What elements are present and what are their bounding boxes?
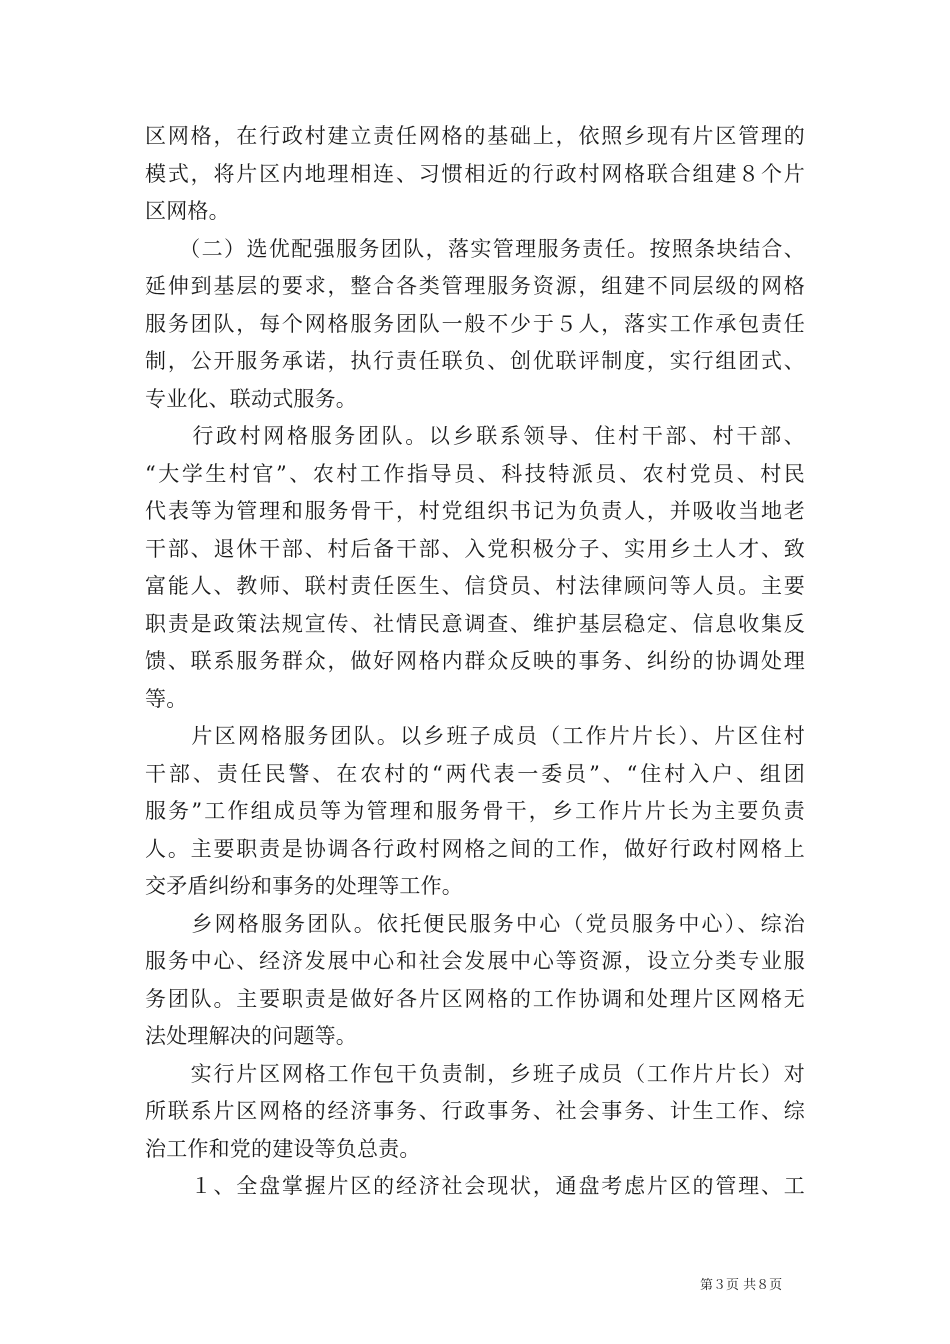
text-line: 服务”工作组成员等为管理和服务骨干，乡工作片片长为主要负责 [145, 799, 805, 823]
text-line: 代表等为管理和服务骨干，村党组织书记为负责人，并吸收当地老 [145, 499, 805, 523]
text-line: 人。主要职责是协调各行政村网格之间的工作，做好行政村网格上 [145, 836, 805, 861]
text-line: 干部、退休干部、村后备干部、入党积极分子、实用乡土人才、致 [145, 536, 805, 561]
text-line: 等。 [145, 686, 188, 711]
text-line: 行政村网格服务团队。以乡联系领导、住村干部、村干部、 [145, 424, 805, 448]
text-line: 片区网格服务团队。以乡班子成员（工作片片长）、片区住村 [145, 724, 805, 748]
text-line: 模式，将片区内地理相连、习惯相近的行政村网格联合组建８个片 [145, 161, 805, 186]
text-line: 干部、责任民警、在农村的“两代表一委员”、“住村入户、组团 [145, 761, 805, 786]
text-line: 延伸到基层的要求，整合各类管理服务资源，组建不同层级的网格 [145, 274, 805, 298]
text-line: 职责是政策法规宣传、社情民意调查、维护基层稳定、信息收集反 [145, 611, 805, 636]
text-line: 交矛盾纠纷和事务的处理等工作。 [145, 874, 463, 898]
text-line: 实行片区网格工作包干负责制，乡班子成员（工作片片长）对 [145, 1061, 805, 1086]
text-line: １、全盘掌握片区的经济社会现状，通盘考虑片区的管理、工 [145, 1174, 805, 1198]
text-line: 务团队。主要职责是做好各片区网格的工作协调和处理片区网格无 [145, 986, 805, 1011]
text-line: 治工作和党的建设等负总责。 [145, 1136, 421, 1161]
text-line: 制，公开服务承诺，执行责任联负、创优联评制度，实行组团式、 [145, 349, 805, 373]
body-text [145, 118, 805, 1206]
text-line: 所联系片区网格的经济事务、行政事务、社会事务、计生工作、综 [145, 1099, 805, 1123]
text-line: 区网格，在行政村建立责任网格的基础上，依照乡现有片区管理的 [145, 124, 805, 148]
text-line: 服务中心、经济发展中心和社会发展中心等资源，设立分类专业服 [145, 949, 805, 973]
text-line: （二）选优配强服务团队，落实管理服务责任。按照条块结合、 [145, 236, 805, 261]
text-line: 服务团队，每个网格服务团队一般不少于５人，落实工作承包责任 [145, 311, 805, 336]
text-line: 专业化、联动式服务。 [145, 386, 357, 411]
text-line: 区网格。 [145, 199, 230, 223]
text-line: 馈、联系服务群众，做好网格内群众反映的事务、纠纷的协调处理 [145, 649, 805, 673]
text-line: 乡网格服务团队。依托便民服务中心（党员服务中心）、综治 [145, 911, 805, 936]
page-number: 第３页 共８页 [700, 1278, 783, 1293]
text-line: 法处理解决的问题等。 [145, 1024, 357, 1048]
text-line: “大学生村官”、农村工作指导员、科技特派员、农村党员、村民 [145, 461, 805, 486]
text-line: 富能人、教师、联村责任医生、信贷员、村法律顾问等人员。主要 [145, 574, 805, 598]
